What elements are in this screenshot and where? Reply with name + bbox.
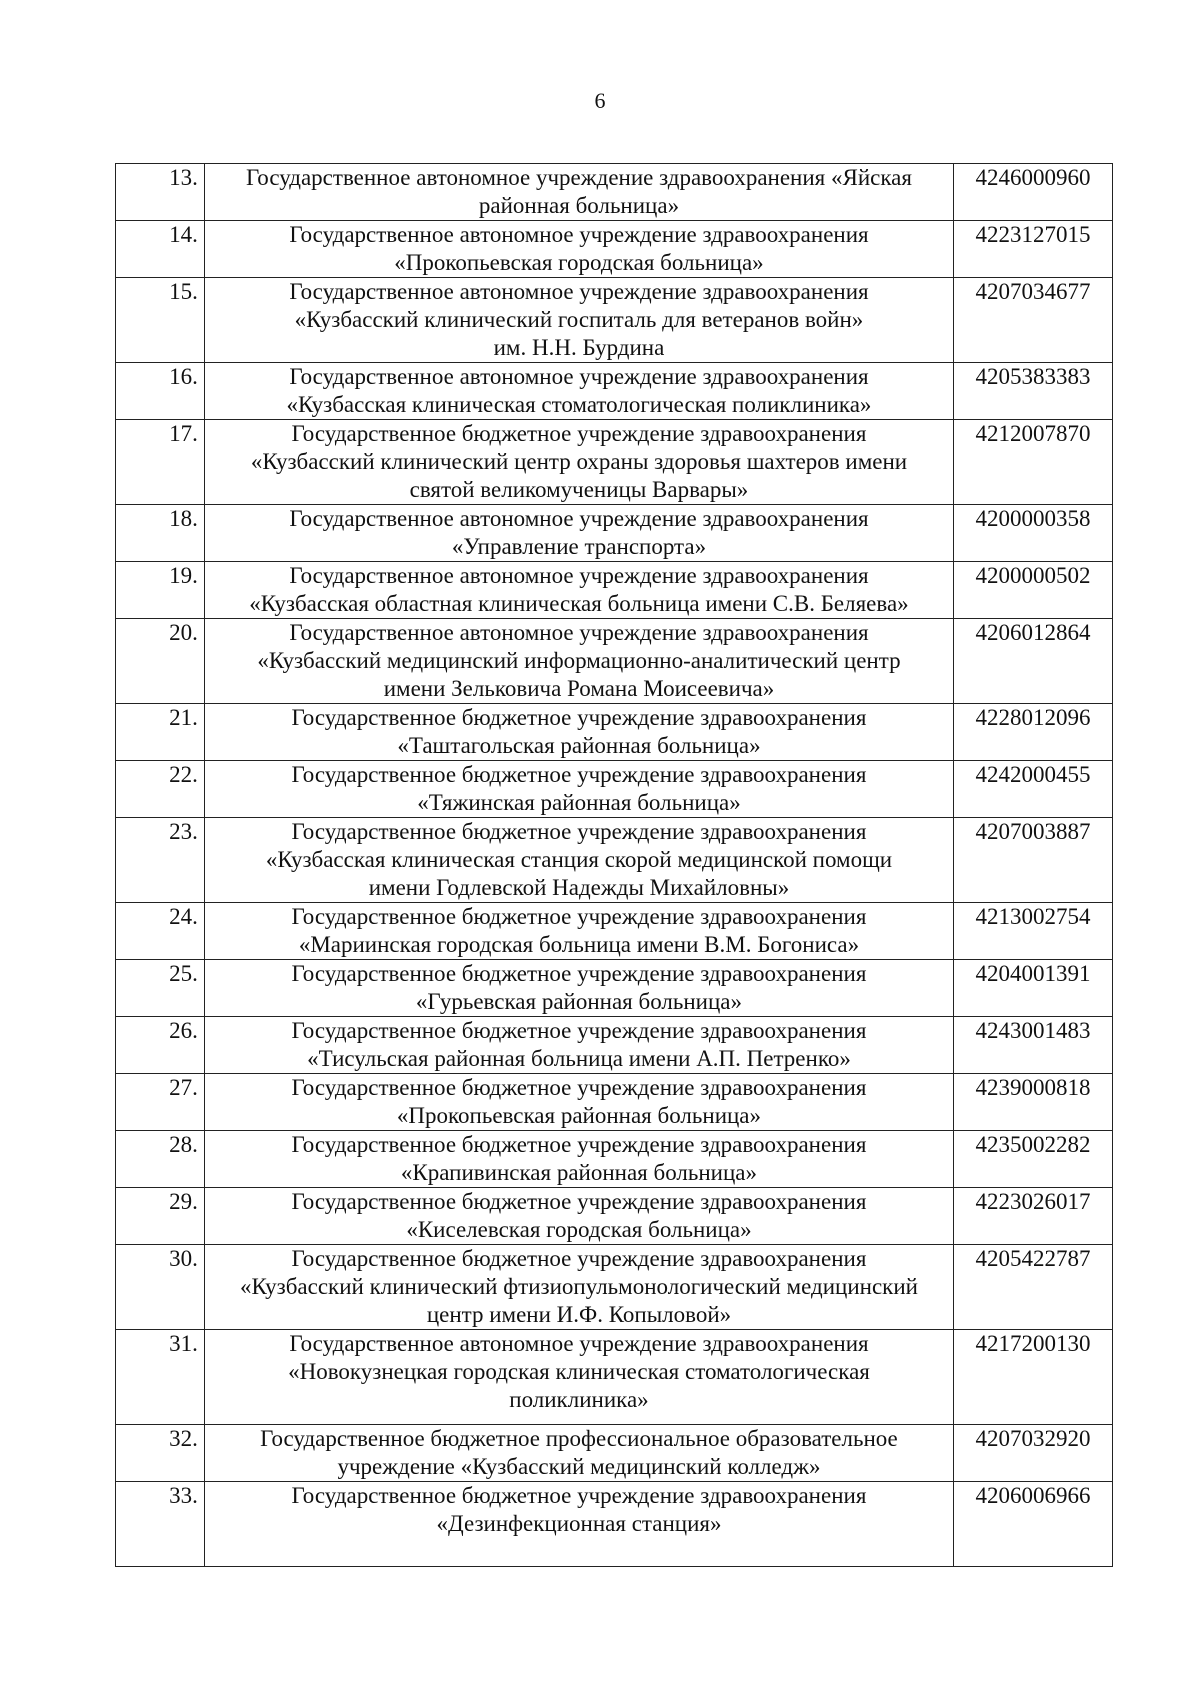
- institution-name-line: «Таштагольская районная больница»: [397, 733, 761, 758]
- institution-name-line: «Новокузнецкая городская клиническая стоматологическая: [288, 1359, 870, 1384]
- row-number: 33.: [116, 1482, 205, 1567]
- table-row: [116, 278, 1113, 363]
- table-row: [116, 1017, 1113, 1074]
- table-row: [116, 1074, 1113, 1131]
- inn-code: 4205383383: [954, 363, 1113, 420]
- institution-name: [204, 1017, 953, 1074]
- table-row: [116, 562, 1113, 619]
- institution-name-line: Государственное бюджетное учреждение здравоохранения: [291, 421, 867, 446]
- inn-code: 4207034677: [954, 278, 1113, 363]
- institution-name-line: Государственное бюджетное учреждение здравоохранения: [291, 1483, 867, 1508]
- row-number: 23.: [116, 818, 205, 903]
- institution-name: [204, 1074, 953, 1131]
- inn-code: 4235002282: [954, 1131, 1113, 1188]
- institution-name-line: Государственное бюджетное учреждение здравоохранения: [291, 1246, 867, 1271]
- institution-name-line: Государственное автономное учреждение здравоохранения: [289, 279, 869, 304]
- row-number: 21.: [116, 704, 205, 761]
- inn-code: 4205422787: [954, 1245, 1113, 1330]
- table-row: [116, 619, 1113, 704]
- institution-name-line: святой великомученицы Варвары»: [409, 477, 749, 502]
- table-row: [116, 1131, 1113, 1188]
- inn-code: 4223026017: [954, 1188, 1113, 1245]
- institution-name: [204, 960, 953, 1017]
- table-row: [116, 818, 1113, 903]
- institution-name-line: Государственное бюджетное учреждение здравоохранения: [291, 1075, 867, 1100]
- table-row: [116, 1330, 1113, 1425]
- row-number: 29.: [116, 1188, 205, 1245]
- institution-name: [204, 164, 953, 221]
- institution-name: [204, 420, 953, 505]
- institution-name: [204, 761, 953, 818]
- institution-name-line: «Кузбасский медицинский информационно-аналитический центр: [257, 648, 901, 673]
- institution-name-line: «Гурьевская районная больница»: [415, 989, 743, 1014]
- inn-code: 4207003887: [954, 818, 1113, 903]
- institution-name-line: имени Годлевской Надежды Михайловны»: [368, 875, 790, 900]
- row-number: 19.: [116, 562, 205, 619]
- inn-code: 4204001391: [954, 960, 1113, 1017]
- table-row: [116, 420, 1113, 505]
- inn-code: 4207032920: [954, 1425, 1113, 1482]
- institution-name-line: районная больница»: [478, 193, 680, 218]
- institution-name: [204, 278, 953, 363]
- institution-name: [204, 1245, 953, 1330]
- institution-name-line: «Управление транспорта»: [451, 534, 707, 559]
- inn-code: 4200000358: [954, 505, 1113, 562]
- institution-name-line: Государственное автономное учреждение здравоохранения: [289, 1331, 869, 1356]
- institution-name: [204, 1330, 953, 1425]
- row-number: 22.: [116, 761, 205, 818]
- inn-code: 4206012864: [954, 619, 1113, 704]
- table-row: [116, 164, 1113, 221]
- institution-name: [204, 903, 953, 960]
- table-row: [116, 704, 1113, 761]
- institution-name-line: «Прокопьевская районная больница»: [396, 1103, 762, 1128]
- row-number: 27.: [116, 1074, 205, 1131]
- table-row: [116, 1482, 1113, 1567]
- institution-name-line: Государственное бюджетное учреждение здравоохранения: [291, 819, 867, 844]
- table-row: [116, 1425, 1113, 1482]
- institution-name: [204, 818, 953, 903]
- institution-name-line: Государственное бюджетное учреждение здравоохранения: [291, 1189, 867, 1214]
- institution-name-line: Государственное бюджетное учреждение здравоохранения: [291, 961, 867, 986]
- inn-code: 4206006966: [954, 1482, 1113, 1567]
- institution-name: [204, 562, 953, 619]
- table-row: [116, 903, 1113, 960]
- institutions-table: [115, 163, 1113, 1567]
- institution-name-line: «Кузбасская клиническая станция скорой медицинской помощи: [265, 847, 893, 872]
- institution-name-line: Государственное бюджетное учреждение здравоохранения: [291, 904, 867, 929]
- institution-name-line: центр имени И.Ф. Копыловой»: [426, 1302, 732, 1327]
- institution-name: [204, 1482, 953, 1567]
- institution-name-line: «Дезинфекционная станция»: [436, 1511, 722, 1536]
- inn-code: 4246000960: [954, 164, 1113, 221]
- row-number: 16.: [116, 363, 205, 420]
- table-row: [116, 761, 1113, 818]
- inn-code: 4212007870: [954, 420, 1113, 505]
- institution-name-line: Государственное автономное учреждение здравоохранения: [289, 506, 869, 531]
- institution-name-line: «Прокопьевская городская больница»: [394, 250, 764, 275]
- institution-name-line: поликлиника»: [509, 1387, 649, 1412]
- row-number: 18.: [116, 505, 205, 562]
- institution-name-line: «Кузбасский клинический центр охраны здоровья шахтеров имени: [250, 449, 908, 474]
- inn-code: 4243001483: [954, 1017, 1113, 1074]
- institution-name-line: им. Н.Н. Бурдина: [493, 335, 665, 360]
- institution-name-line: Государственное бюджетное учреждение здравоохранения: [291, 1018, 867, 1043]
- page-number: 6: [594, 88, 606, 113]
- institution-name-line: «Тисульская районная больница имени А.П. Петренко»: [307, 1046, 851, 1071]
- row-number: 20.: [116, 619, 205, 704]
- inn-code: 4200000502: [954, 562, 1113, 619]
- institution-name-line: Государственное бюджетное учреждение здравоохранения: [291, 762, 867, 787]
- inn-code: 4223127015: [954, 221, 1113, 278]
- row-number: 26.: [116, 1017, 205, 1074]
- institution-name-line: «Кузбасская областная клиническая больница имени С.В. Беляева»: [249, 591, 909, 616]
- institution-name-line: «Кузбасский клинический фтизиопульмонологический медицинский: [240, 1274, 918, 1299]
- row-number: 32.: [116, 1425, 205, 1482]
- institution-name-line: «Крапивинская районная больница»: [400, 1160, 758, 1185]
- institution-name-line: «Мариинская городская больница имени В.М. Богониса»: [298, 932, 860, 957]
- row-number: 24.: [116, 903, 205, 960]
- row-number: 15.: [116, 278, 205, 363]
- table-row: [116, 363, 1113, 420]
- inn-code: 4242000455: [954, 761, 1113, 818]
- row-number: 30.: [116, 1245, 205, 1330]
- table-row: [116, 1188, 1113, 1245]
- institution-name: [204, 619, 953, 704]
- institution-name: [204, 1425, 953, 1482]
- row-number: 31.: [116, 1330, 205, 1425]
- institution-name-line: Государственное бюджетное учреждение здравоохранения: [291, 1132, 867, 1157]
- row-number: 14.: [116, 221, 205, 278]
- row-number: 25.: [116, 960, 205, 1017]
- institution-name: [204, 221, 953, 278]
- row-number: 13.: [116, 164, 205, 221]
- institution-name: [204, 363, 953, 420]
- institution-name-line: учреждение «Кузбасский медицинский колледж»: [337, 1454, 821, 1479]
- table-row: [116, 221, 1113, 278]
- row-number: 17.: [116, 420, 205, 505]
- institution-name: [204, 1131, 953, 1188]
- table-row: [116, 505, 1113, 562]
- inn-code: 4217200130: [954, 1330, 1113, 1425]
- institution-name-line: Государственное автономное учреждение здравоохранения: [289, 222, 869, 247]
- inn-code: 4228012096: [954, 704, 1113, 761]
- institution-name-line: Государственное бюджетное профессиональное образовательное: [260, 1426, 898, 1451]
- institution-name: [204, 704, 953, 761]
- institution-name: [204, 1188, 953, 1245]
- institution-name-line: Государственное автономное учреждение здравоохранения: [289, 620, 869, 645]
- institution-name-line: Государственное автономное учреждение здравоохранения «Яйская: [245, 165, 912, 190]
- institution-name: [204, 505, 953, 562]
- institution-name-line: «Тяжинская районная больница»: [417, 790, 741, 815]
- inn-code: 4239000818: [954, 1074, 1113, 1131]
- table-row: [116, 960, 1113, 1017]
- inn-code: 4213002754: [954, 903, 1113, 960]
- institution-name-line: «Кузбасская клиническая стоматологическая поликлиника»: [286, 392, 872, 417]
- institution-name-line: Государственное бюджетное учреждение здравоохранения: [291, 705, 867, 730]
- institution-name-line: Государственное автономное учреждение здравоохранения: [289, 364, 869, 389]
- institution-name-line: Государственное автономное учреждение здравоохранения: [289, 563, 869, 588]
- institution-name-line: «Киселевская городская больница»: [406, 1217, 752, 1242]
- institution-name-line: «Кузбасский клинический госпиталь для ветеранов войн»: [294, 307, 864, 332]
- row-number: 28.: [116, 1131, 205, 1188]
- institution-name-line: имени Зельковича Романа Моисеевича»: [383, 676, 775, 701]
- table-row: [116, 1245, 1113, 1330]
